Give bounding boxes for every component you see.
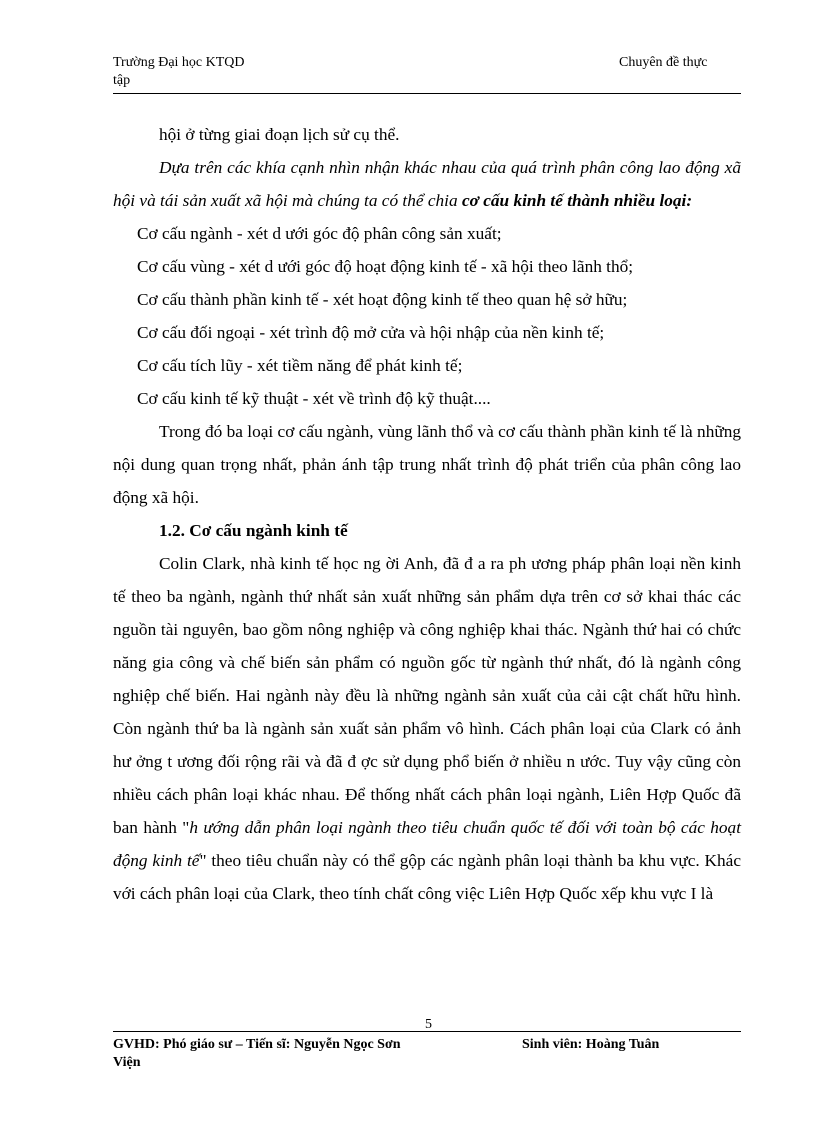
footer-left — [113, 1036, 453, 1072]
footer-supervisor-cont: Viện — [113, 1055, 141, 1070]
list-item: Cơ cấu thành phần kinh tế - xét hoạt động kinh tế theo quan hệ sở hữu; — [137, 290, 628, 309]
paragraph — [113, 547, 741, 910]
header-divider — [113, 93, 741, 94]
footer-supervisor: GVHD: Phó giáo sư – Tiến sĩ: Nguyễn Ngọc Sơn — [113, 1037, 401, 1052]
paragraph — [113, 151, 741, 217]
paragraph: Trong đó ba loại cơ cấu ngành, vùng lãnh thổ và cơ cấu thành phần kinh tế là những nội dung quan trọng nhất, phản ánh tập trung nhất trình độ phát triển của phân công lao động xã hội. — [113, 422, 741, 507]
document-body — [113, 118, 741, 910]
list-item: Cơ cấu ngành - xét d ưới góc độ phân công sản xuất; — [137, 224, 502, 243]
bold-italic-text: cơ cấu kinh tế thành nhiều loại: — [461, 191, 693, 210]
header-school-name-cont: tập — [113, 73, 131, 88]
paragraph-text: " theo tiêu chuẩn này có thể gộp các ngành phân loại thành ba khu vực. Khác với cách phân loại của Clark, theo tính chất công việc Liên Hợp Quốc xếp khu vực I là — [113, 851, 741, 903]
italic-text: Dựa trên các khía cạnh nhìn nhận khác nhau của quá trình phân công lao động xã hội và tái sản xuất xã hội mà chúng ta có thể chia — [113, 158, 741, 210]
italic-text: h ướng dẫn phân loại ngành theo tiêu chuẩn quốc tế đối với toàn bộ các hoạt động kinh tế — [113, 818, 741, 870]
list-item: Cơ cấu đối ngoại - xét trình độ mở cửa và hội nhập của nền kinh tế; — [137, 323, 605, 342]
page-number: 5 — [425, 1017, 432, 1032]
section-heading: 1.2. Cơ cấu ngành kinh tế — [159, 521, 348, 540]
header-school-name: Trường Đại học KTQD — [113, 55, 245, 70]
list-item: Cơ cấu tích lũy - xét tiềm năng để phát kinh tế; — [137, 356, 463, 375]
header-right: Chuyên đề thực — [619, 55, 708, 70]
footer-student: Sinh viên: Hoàng Tuân — [522, 1037, 660, 1052]
list-item: Cơ cấu kinh tế kỹ thuật - xét về trình độ kỹ thuật.... — [137, 389, 491, 408]
list-item: Cơ cấu vùng - xét d ưới góc độ hoạt động kinh tế - xã hội theo lãnh thổ; — [137, 257, 634, 276]
header-left — [113, 54, 313, 90]
paragraph-text: Colin Clark, nhà kinh tế học ng ời Anh, đã đ a ra ph ương pháp phân loại nền kinh tế theo ba ngành, ngành thứ nhất sản xuất những sản phẩm dựa trên cơ sở khai thác các nguồn tài nguyên, bao gồm nông nghiệp và công nghiệp khai thác. Ngành thứ hai có chức năng gia công và chế biến sản phẩm có nguồn gốc từ ngành thứ nhất, đó là ngành công nghiệp chế biến. Hai ngành này đều là những ngành sản xuất của cải cật chất hữu hình. Còn ngành thứ ba là ngành sản xuất sản phẩm vô hình. Cách phân loại của Clark có ảnh hư ởng t ương đối rộng rãi và đã đ ợc sử dụng phổ biến ở nhiều n ước. Tuy vậy cũng còn nhiều cách phân loại khác nhau. Để thống nhất cách phân loại ngành, Liên Hợp Quốc đã ban hành " — [113, 554, 741, 837]
footer-divider — [113, 1031, 741, 1032]
paragraph: hội ở từng giai đoạn lịch sử cụ thể. — [159, 125, 400, 144]
